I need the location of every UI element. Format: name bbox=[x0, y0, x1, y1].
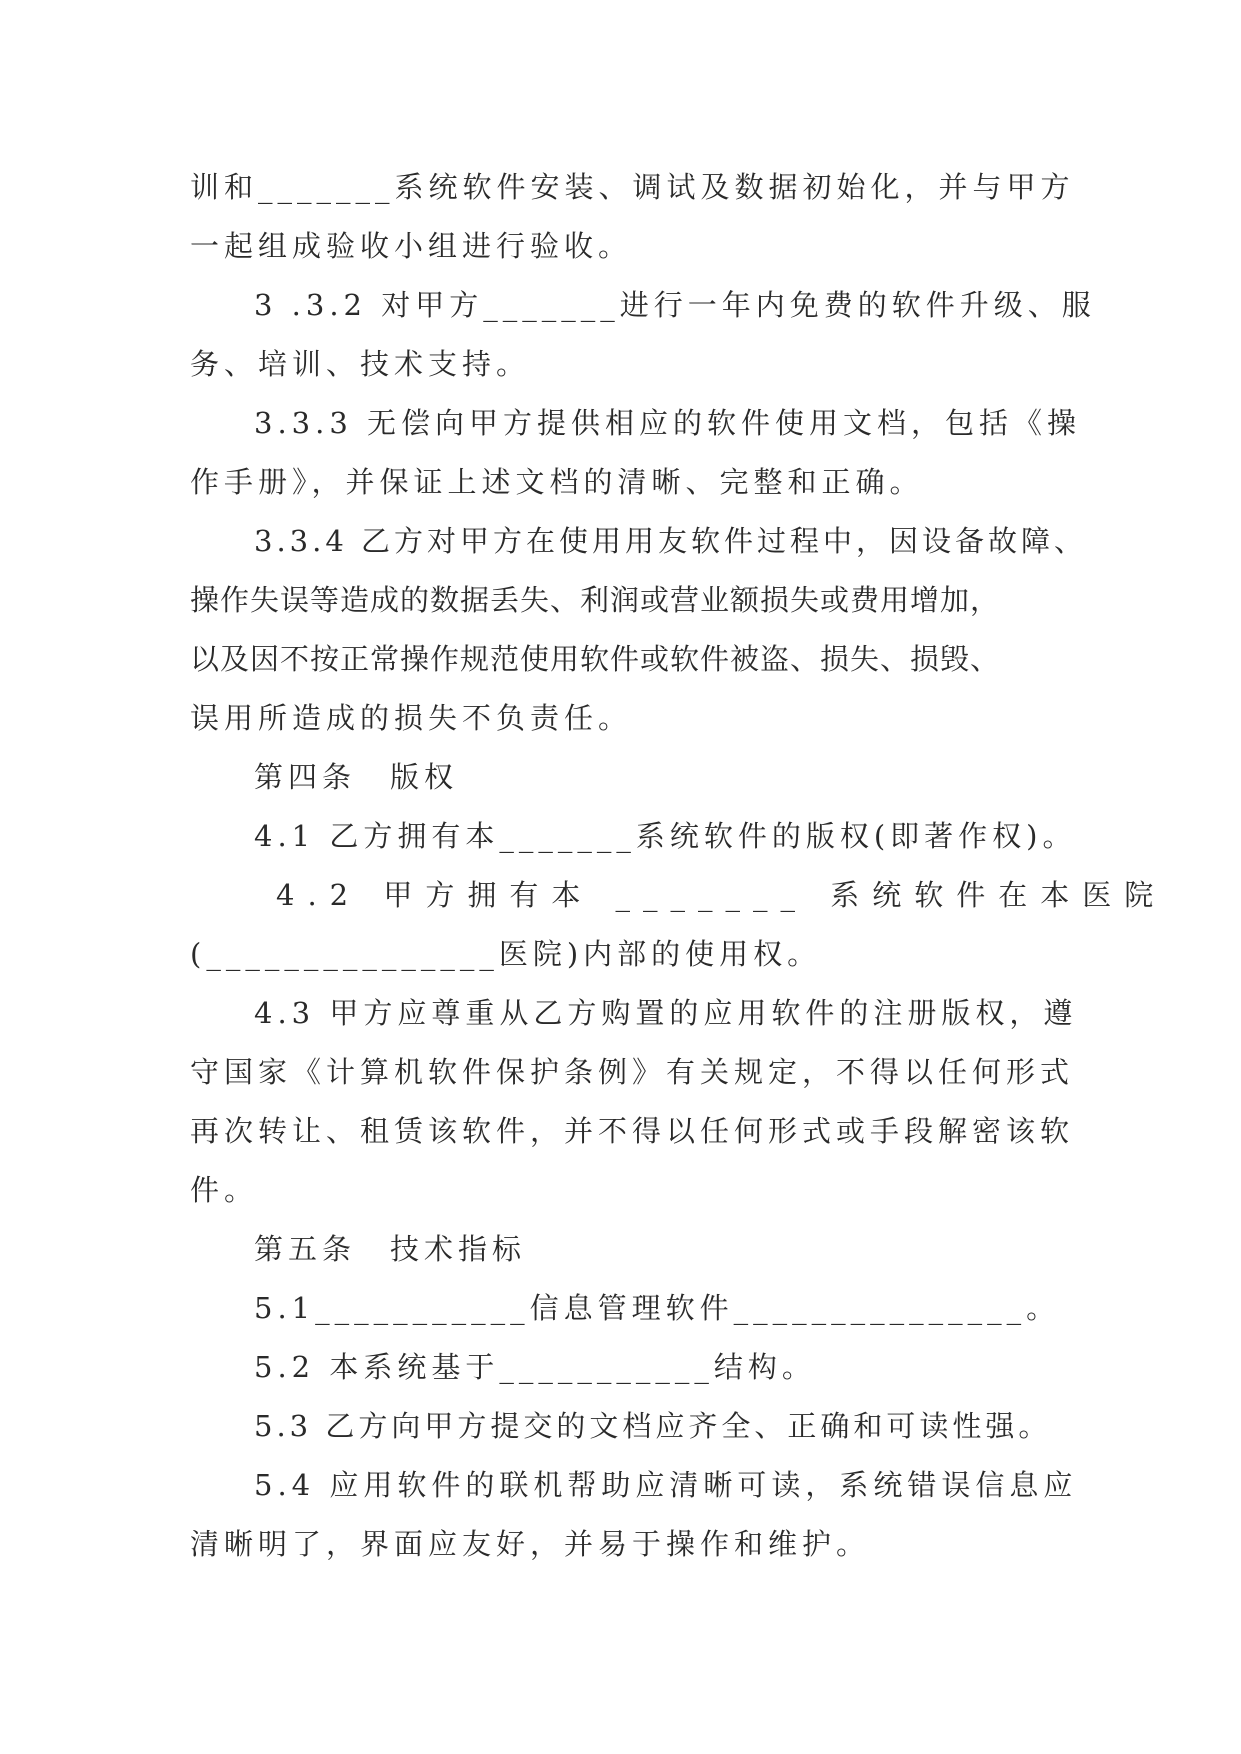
clause-4-1: 4.1 乙方拥有本_______系统软件的版权(即著作权)。 bbox=[254, 819, 1077, 853]
text-line: 训和_______系统软件安装、调试及数据初始化，并与甲方 bbox=[190, 170, 1075, 204]
clause-4-2: 4.2 甲方拥有本 _______ 系统软件在本医院 bbox=[276, 878, 1167, 912]
text-line: 务、培训、技术支持。 bbox=[190, 347, 531, 381]
text-line: 误用所造成的损失不负责任。 bbox=[190, 701, 633, 735]
text-line: 作手册》，并保证上述文档的清晰、完整和正确。 bbox=[190, 465, 924, 499]
clause-5-3: 5.3 乙方向甲方提交的文档应齐全、正确和可读性强。 bbox=[254, 1409, 1052, 1443]
clause-3-3-2: 3 .3.2 对甲方_______进行一年内免费的软件升级、服 bbox=[254, 288, 1096, 322]
text-line: 清晰明了，界面应友好，并易于操作和维护。 bbox=[190, 1527, 871, 1561]
clause-4-3: 4.3 甲方应尊重从乙方购置的应用软件的注册版权，遵 bbox=[254, 996, 1078, 1030]
text-line: 再次转让、租赁该软件，并不得以任何形式或手段解密该软 bbox=[190, 1114, 1075, 1148]
clause-3-3-4: 3.3.4 乙方对甲方在使用用友软件过程中，因设备故障、 bbox=[254, 524, 1088, 558]
text-line: 守国家《计算机软件保护条例》有关规定，不得以任何形式 bbox=[190, 1055, 1075, 1089]
text-line: 以及因不按正常操作规范使用软件或软件被盗、损失、损毁、 bbox=[190, 642, 1001, 676]
document-page bbox=[190, 158, 1167, 1574]
clause-3-3-3: 3.3.3 无偿向甲方提供相应的软件使用文档，包括《操 bbox=[254, 406, 1082, 440]
clause-5-1: 5.1___________信息管理软件_______________。 bbox=[254, 1291, 1061, 1325]
article-4-heading: 第四条 版权 bbox=[254, 760, 459, 794]
article-5-heading: 第五条 技术指标 bbox=[254, 1232, 527, 1266]
text-line: 一起组成验收小组进行验收。 bbox=[190, 229, 633, 263]
clause-5-2: 5.2 本系统基于___________结构。 bbox=[254, 1350, 816, 1384]
clause-5-4: 5.4 应用软件的联机帮助应清晰可读，系统错误信息应 bbox=[254, 1468, 1078, 1502]
text-line: 操作失误等造成的数据丢失、利润或营业额损失或费用增加， bbox=[190, 583, 1001, 617]
text-line: 件。 bbox=[190, 1173, 259, 1207]
text-line: (_______________医院)内部的使用权。 bbox=[190, 937, 822, 971]
